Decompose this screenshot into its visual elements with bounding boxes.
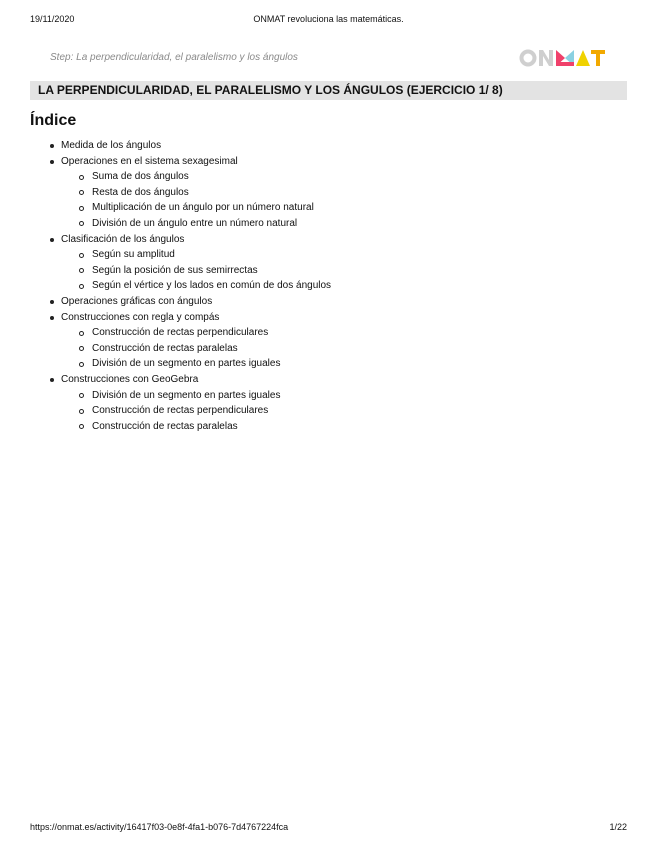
toc-subitem[interactable]: Construcción de rectas paralelas [61, 419, 590, 435]
toc-subitem[interactable]: Construcción de rectas paralelas [61, 341, 590, 357]
document-title: ONMAT revoluciona las matemáticas. [253, 14, 404, 24]
toc-item[interactable] [30, 372, 590, 434]
toc-item-label[interactable]: Construcciones con GeoGebra [61, 373, 199, 385]
toc-subitem[interactable]: Multiplicación de un ángulo por un número natural [61, 200, 590, 216]
toc-item-label[interactable]: Clasificación de los ángulos [61, 233, 185, 245]
logo-letter-o [522, 52, 535, 65]
toc-subitem[interactable]: División de un segmento en partes iguales [61, 356, 590, 372]
logo-letter-m-base [556, 62, 574, 66]
toc-subitem[interactable]: Suma de dos ángulos [61, 169, 590, 185]
print-date: 19/11/2020 [30, 14, 75, 24]
toc-subitem[interactable]: Según la posición de sus semirrectas [61, 263, 590, 279]
toc-subitem[interactable]: Según el vértice y los lados en común de dos ángulos [61, 278, 590, 294]
toc-item-label[interactable]: Medida de los ángulos [61, 140, 162, 151]
toc-item-label[interactable]: Construcciones con regla y compás [61, 311, 220, 323]
index-heading: Índice [30, 112, 77, 129]
exercise-title: LA PERPENDICULARIDAD, EL PARALELISMO Y LOS ÁNGULOS (EJERCICIO 1/ 8) [38, 83, 503, 97]
toc-subitem[interactable]: Según su amplitud [61, 247, 590, 263]
toc-subitem[interactable]: División de un segmento en partes iguales [61, 388, 590, 404]
toc-item[interactable] [30, 232, 590, 294]
logo-letter-t [591, 50, 605, 66]
toc-sublist [61, 388, 590, 435]
toc-item[interactable] [30, 154, 590, 232]
toc-sublist [61, 169, 590, 231]
exercise-title-bar [30, 81, 627, 100]
table-of-contents [30, 138, 590, 434]
logo-letter-n [539, 50, 553, 66]
onmat-logo [519, 47, 605, 69]
logo-letter-a [576, 50, 590, 66]
toc-item-label[interactable]: Operaciones en el sistema sexagesimal [61, 155, 238, 167]
step-breadcrumb: Step: La perpendicularidad, el paralelismo y los ángulos [50, 52, 298, 63]
toc-item[interactable] [30, 294, 590, 310]
footer-url: https://onmat.es/activity/16417f03-0e8f-4fa1-b076-7d4767224fca [30, 822, 289, 832]
toc-list [30, 138, 590, 434]
toc-subitem[interactable]: Construcción de rectas perpendiculares [61, 403, 590, 419]
page-number: 1/22 [609, 822, 627, 832]
toc-subitem[interactable]: División de un ángulo entre un número natural [61, 216, 590, 232]
toc-sublist [61, 325, 590, 372]
toc-item[interactable] [30, 138, 590, 154]
toc-subitem[interactable]: Construcción de rectas perpendiculares [61, 325, 590, 341]
toc-sublist [61, 247, 590, 294]
toc-item[interactable] [30, 310, 590, 372]
toc-subitem[interactable]: Resta de dos ángulos [61, 185, 590, 201]
toc-item-label[interactable]: Operaciones gráficas con ángulos [61, 295, 213, 307]
